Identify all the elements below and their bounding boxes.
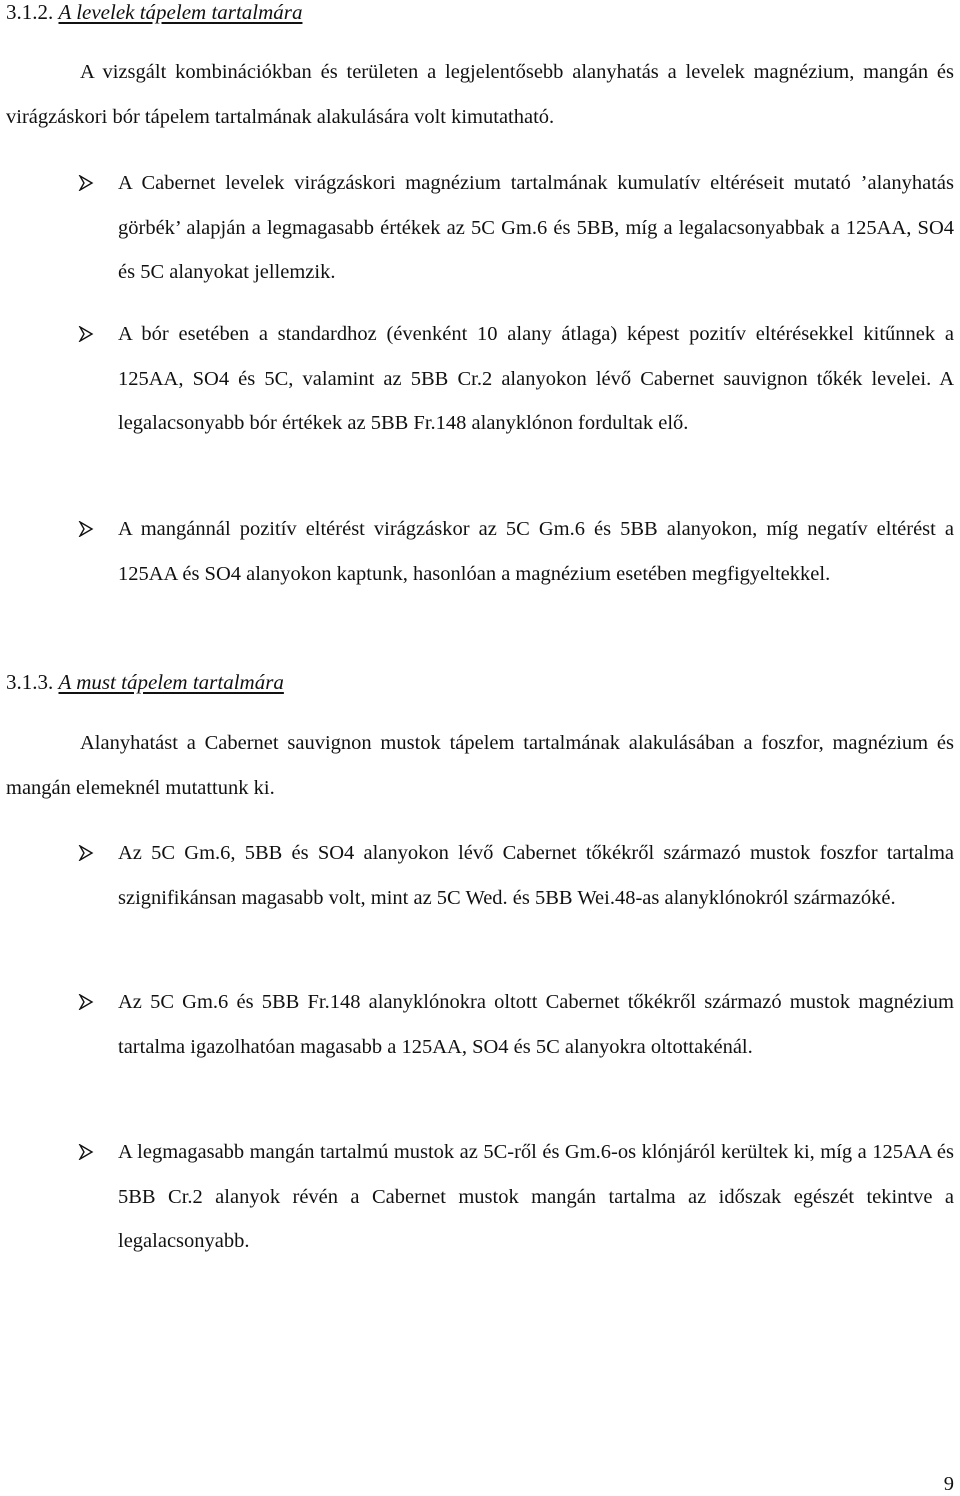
bullet-item (78, 831, 954, 920)
intro-paragraph-3-1-2 (6, 50, 954, 139)
bullet-text: Az 5C Gm.6, 5BB és SO4 alanyokon lévő Cabernet tőkékről származó mustok foszfor tartalma szignifikánsan magasabb volt, mint az 5C Wed. és 5BB Wei.48-as alanyklónokról származóké. (118, 842, 954, 909)
intro-text: Alanyhatást a Cabernet sauvignon mustok tápelem tartalmának alakulásában a foszfor, magnézium és mangán elemeknél mutattunk ki. (6, 732, 954, 799)
page-number: 9 (943, 1473, 954, 1495)
arrowhead-bullet-icon (78, 831, 106, 875)
bullet-text: A Cabernet levelek virágzáskori magnézium tartalmának kumulatív eltéréseit mutató ’alanyhatás görbék’ alapján a legmagasabb értékek az 5C Gm.6 és 5BB, míg a legalacsonyabbak a 125AA, SO4 és 5C alanyokat jellemzik. (118, 172, 954, 283)
bullet-item (78, 507, 954, 596)
arrowhead-bullet-icon (78, 312, 106, 356)
section-number: 3.1.2. (6, 0, 54, 24)
arrowhead-bullet-icon (78, 1130, 106, 1174)
bullet-text: Az 5C Gm.6 és 5BB Fr.148 alanyklónokra oltott Cabernet tőkékről származó mustok magnézium tartalma igazolhatóan magasabb a 125AA, SO4 és 5C alanyokra oltottakénál. (118, 991, 954, 1058)
arrowhead-bullet-icon (78, 507, 106, 551)
bullet-item (78, 312, 954, 446)
bullet-text: A mangánnál pozitív eltérést virágzáskor az 5C Gm.6 és 5BB alanyokon, míg negatív eltérést a 125AA és SO4 alanyokon kaptunk, hasonlóan a magnézium esetében megfigyeltekkel. (118, 518, 954, 585)
bullet-text: A legmagasabb mangán tartalmú mustok az 5C-ről és Gm.6-os klónjáról kerültek ki, míg a 125AA és 5BB Cr.2 alanyok révén a Cabernet mustok mangán tartalma az időszak egészét tekintve a legalacsonyabb. (118, 1141, 954, 1252)
section-heading-3-1-3 (6, 670, 284, 695)
bullet-item (78, 161, 954, 295)
arrowhead-bullet-icon (78, 980, 106, 1024)
section-title: A must tápelem tartalmára (58, 670, 284, 694)
section-heading-3-1-2 (6, 0, 302, 25)
bullet-text: A bór esetében a standardhoz (évenként 10 alany átlaga) képest pozitív eltérésekkel kitűnnek a 125AA, SO4 és 5C, valamint az 5BB Cr.2 alanyokon lévő Cabernet sauvignon tőkék levelei. A legalacsonyabb bór értékek az 5BB Fr.148 alanyklónon fordultak elő. (118, 323, 954, 434)
intro-paragraph-3-1-3 (6, 721, 954, 810)
section-title: A levelek tápelem tartalmára (58, 0, 303, 24)
intro-text: A vizsgált kombinációkban és területen a legjelentősebb alanyhatás a levelek magnézium, mangán és virágzáskori bór tápelem tartalmának alakulására volt kimutatható. (6, 61, 954, 128)
arrowhead-bullet-icon (78, 161, 106, 205)
bullet-item (78, 980, 954, 1069)
section-number: 3.1.3. (6, 670, 54, 694)
bullet-item (78, 1130, 954, 1264)
